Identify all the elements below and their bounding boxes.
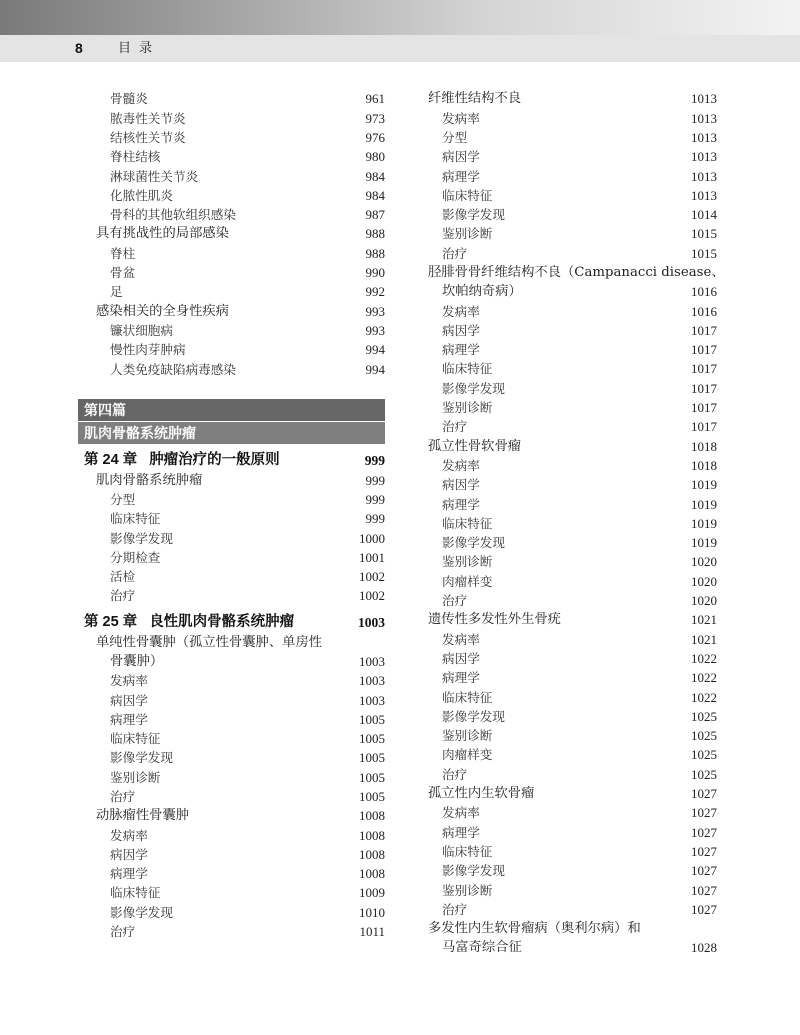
page-number: 1027 (691, 843, 717, 859)
page-number: 1025 (691, 728, 717, 744)
page-number: 1027 (691, 824, 717, 840)
page-number: 1015 (691, 226, 717, 242)
toc-item (416, 649, 717, 668)
page-number: 1019 (691, 515, 717, 531)
entry-title: 遗传性多发性外生骨疣 (428, 612, 561, 628)
page-number: 990 (365, 265, 385, 281)
page-number: 999 (365, 491, 385, 507)
toc-item (416, 398, 717, 417)
entry-title: 分期检查 (110, 549, 161, 565)
toc-section (416, 784, 717, 803)
entry-title: 马富奇综合征 (442, 940, 522, 956)
entry-title: 临床特征 (110, 885, 161, 901)
page-number: 1005 (359, 750, 385, 766)
header-title: 目 录 (118, 41, 155, 56)
page-number: 1021 (691, 612, 717, 628)
page-number: 994 (365, 342, 385, 358)
page-number: 1014 (691, 207, 717, 223)
entry-title: 临床特征 (442, 187, 493, 203)
entry-title: 病理学 (110, 711, 148, 727)
entry-title: 肉瘤样变 (442, 573, 493, 589)
header-page-number: 8 (75, 40, 83, 56)
toc-item (84, 548, 385, 567)
page-number: 999 (364, 453, 385, 469)
toc-item (416, 842, 717, 861)
toc-item (416, 881, 717, 900)
entry-title: 鉴别诊断 (442, 554, 493, 570)
page-number: 1027 (691, 863, 717, 879)
toc-item (84, 826, 385, 845)
entry-title: 影像学发现 (442, 207, 505, 223)
page-number: 1027 (691, 882, 717, 898)
toc-section (416, 437, 717, 456)
entry-title: 化脓性肌炎 (110, 187, 173, 203)
entry-title: 病因学 (110, 692, 148, 708)
toc-section-continued-line (416, 282, 717, 301)
toc-item (84, 529, 385, 548)
entry-title: 影像学发现 (442, 380, 505, 396)
toc-item (84, 768, 385, 787)
entry-title: 病因学 (442, 322, 480, 338)
entry-title: 病理学 (442, 670, 480, 686)
page-number: 1003 (359, 653, 385, 669)
entry-title: 临床特征 (442, 515, 493, 531)
toc-item (416, 514, 717, 533)
entry-title: 临床特征 (110, 731, 161, 747)
entry-title: 影像学发现 (442, 535, 505, 551)
toc-item (84, 321, 385, 340)
toc-item (416, 707, 717, 726)
entry-title: 发病率 (442, 805, 480, 821)
toc-item (416, 572, 717, 591)
page-number: 1005 (359, 731, 385, 747)
page-number: 1005 (359, 711, 385, 727)
chapter-label: 第 24 章 (84, 452, 138, 469)
page-number: 1018 (691, 438, 717, 454)
toc-item (84, 205, 385, 224)
page-number: 961 (365, 91, 385, 107)
page-number: 1013 (691, 149, 717, 165)
toc-item (416, 552, 717, 571)
entry-title: 治疗 (110, 588, 136, 604)
toc-section (84, 302, 385, 321)
toc-section (416, 89, 717, 108)
entry-title: 鉴别诊断 (442, 728, 493, 744)
entry-title: 胫腓骨骨纤维结构不良（Campanacci disease、 (428, 265, 725, 280)
toc-item (84, 509, 385, 528)
entry-title: 病因学 (442, 477, 480, 493)
toc-item (84, 691, 385, 710)
toc-item (416, 745, 717, 764)
toc-section (84, 806, 385, 825)
page-number: 1010 (359, 904, 385, 920)
entry-title: 感染相关的全身性疾病 (96, 303, 229, 319)
part-title: 肌肉骨骼系统肿瘤 (84, 425, 196, 441)
toc-item (84, 263, 385, 282)
entry-title: 脊柱 (110, 245, 136, 261)
toc-item (84, 109, 385, 128)
entry-title: 鉴别诊断 (442, 226, 493, 242)
toc-item (416, 591, 717, 610)
toc-item (416, 321, 717, 340)
page-number: 1028 (691, 940, 717, 956)
entry-title: 骨盆 (110, 265, 136, 281)
toc-item (84, 567, 385, 586)
left-column-chapters (84, 451, 385, 941)
page-number: 1009 (359, 885, 385, 901)
entry-title: 具有挑战性的局部感染 (96, 226, 229, 242)
page-number: 1020 (691, 573, 717, 589)
entry-title: 鉴别诊断 (442, 882, 493, 898)
toc-item (416, 302, 717, 321)
toc-item (416, 475, 717, 494)
page-number: 1008 (359, 866, 385, 882)
entry-title: 孤立性内生软骨瘤 (428, 786, 535, 802)
page-number: 1016 (691, 303, 717, 319)
page-number: 1003 (358, 615, 385, 631)
page-number: 1016 (691, 284, 717, 300)
toc-item (84, 340, 385, 359)
page-number: 1020 (691, 554, 717, 570)
toc-item (84, 710, 385, 729)
page-number: 1001 (359, 549, 385, 565)
page-number: 1000 (359, 530, 385, 546)
page-number: 1018 (691, 457, 717, 473)
toc-section-continued-line (84, 652, 385, 671)
part-label: 第四篇 (84, 402, 126, 418)
toc-item (84, 244, 385, 263)
page-number: 1005 (359, 769, 385, 785)
toc-item (416, 147, 717, 166)
entry-title: 病理学 (442, 168, 480, 184)
page-number: 984 (365, 187, 385, 203)
toc-item (416, 417, 717, 436)
toc-section (416, 610, 717, 629)
entry-title: 镰状细胞病 (110, 322, 173, 338)
entry-title: 发病率 (442, 457, 480, 473)
page-number: 1019 (691, 535, 717, 551)
entry-title: 纤维性结构不良 (428, 91, 522, 107)
entry-title: 肉瘤样变 (442, 747, 493, 763)
entry-title: 发病率 (442, 303, 480, 319)
toc-chapter (84, 451, 385, 470)
entry-title: 骨科的其他软组织感染 (110, 207, 236, 223)
toc-item (84, 360, 385, 379)
page-number: 1022 (691, 689, 717, 705)
toc-section (84, 633, 385, 652)
page-number: 1027 (691, 901, 717, 917)
page-number: 1002 (359, 588, 385, 604)
toc-section (84, 224, 385, 243)
toc-item (84, 586, 385, 605)
part-banner-label (78, 399, 385, 421)
toc-item (416, 340, 717, 359)
part-banner-title (78, 422, 385, 444)
toc-item (84, 671, 385, 690)
page-number: 994 (365, 361, 385, 377)
page-number: 988 (365, 226, 385, 242)
toc-item (84, 748, 385, 767)
toc-item (84, 490, 385, 509)
toc-section (416, 919, 717, 938)
page-number: 1017 (691, 361, 717, 377)
toc-item (416, 224, 717, 243)
toc-chapter (84, 613, 385, 632)
entry-title: 治疗 (442, 901, 468, 917)
toc-item (416, 359, 717, 378)
entry-title: 结核性关节炎 (110, 129, 186, 145)
toc-item (84, 128, 385, 147)
entry-title: 发病率 (442, 631, 480, 647)
entry-title: 发病率 (110, 673, 148, 689)
toc-item (416, 688, 717, 707)
page-number: 1013 (691, 168, 717, 184)
page-number: 1017 (691, 400, 717, 416)
toc-item (416, 630, 717, 649)
entry-title: 人类免疫缺陷病毒感染 (110, 361, 236, 377)
toc-item (84, 903, 385, 922)
page-number: 1013 (691, 91, 717, 107)
toc-item (84, 845, 385, 864)
toc-item (84, 883, 385, 902)
entry-title: 影像学发现 (110, 750, 173, 766)
page-number: 988 (365, 245, 385, 261)
toc-item (84, 89, 385, 108)
toc-item (416, 533, 717, 552)
page-number: 1022 (691, 670, 717, 686)
entry-title: 临床特征 (110, 511, 161, 527)
toc-item (84, 167, 385, 186)
entry-title: 发病率 (442, 110, 480, 126)
page-number: 1013 (691, 110, 717, 126)
header-gradient-bar (0, 0, 800, 35)
page-number: 1015 (691, 245, 717, 261)
toc-item (416, 900, 717, 919)
entry-title: 骨髓炎 (110, 91, 148, 107)
toc-item (416, 205, 717, 224)
entry-title: 分型 (442, 129, 468, 145)
page-number: 1021 (691, 631, 717, 647)
entry-title: 慢性肉芽肿病 (110, 342, 186, 358)
entry-title: 孤立性骨软骨瘤 (428, 438, 522, 454)
page-number: 1013 (691, 187, 717, 203)
page-number: 1027 (691, 786, 717, 802)
page-number: 1002 (359, 569, 385, 585)
toc-item (416, 186, 717, 205)
entry-title: 影像学发现 (442, 708, 505, 724)
entry-title: 治疗 (442, 593, 468, 609)
chapter-title: 肿瘤治疗的一般原则 (149, 452, 280, 469)
entry-title: 影像学发现 (442, 863, 505, 879)
entry-title: 动脉瘤性骨囊肿 (96, 808, 190, 824)
entry-title: 治疗 (442, 419, 468, 435)
entry-title: 分型 (110, 491, 136, 507)
entry-title: 病因学 (442, 650, 480, 666)
toc-item (416, 109, 717, 128)
page-number: 1013 (691, 129, 717, 145)
page-header (0, 35, 800, 62)
page-number: 1019 (691, 496, 717, 512)
toc-item (416, 765, 717, 784)
toc-item (84, 787, 385, 806)
page-number: 999 (365, 511, 385, 527)
page-number: 1011 (359, 924, 385, 940)
chapter-label: 第 25 章 (84, 614, 138, 631)
page-number: 973 (365, 110, 385, 126)
page-number: 1005 (359, 788, 385, 804)
toc-item (416, 668, 717, 687)
page-number: 992 (365, 284, 385, 300)
entry-title: 病理学 (442, 496, 480, 512)
entry-title: 单纯性骨囊肿（孤立性骨囊肿、单房性 (96, 634, 323, 650)
page-number: 1017 (691, 322, 717, 338)
toc-item (416, 726, 717, 745)
page-number: 1022 (691, 650, 717, 666)
toc-section-continued-line (416, 938, 717, 957)
toc-item (416, 861, 717, 880)
page-number: 1017 (691, 419, 717, 435)
page-number: 1027 (691, 805, 717, 821)
toc-item (416, 495, 717, 514)
toc-item (84, 282, 385, 301)
entry-title: 脊柱结核 (110, 149, 161, 165)
entry-title: 影像学发现 (110, 530, 173, 546)
left-column-top (84, 89, 385, 378)
page-number: 1003 (359, 673, 385, 689)
entry-title: 病理学 (442, 824, 480, 840)
toc-item (416, 803, 717, 822)
page-number: 993 (365, 322, 385, 338)
entry-title: 治疗 (442, 766, 468, 782)
entry-title: 鉴别诊断 (442, 400, 493, 416)
toc-section (416, 263, 725, 282)
toc-item (416, 456, 717, 475)
page-number: 980 (365, 149, 385, 165)
entry-title: 病理学 (442, 342, 480, 358)
page-number: 1025 (691, 708, 717, 724)
toc-item (84, 186, 385, 205)
entry-title: 临床特征 (442, 843, 493, 859)
entry-title: 治疗 (110, 788, 136, 804)
page-number: 993 (365, 303, 385, 319)
toc-item (84, 864, 385, 883)
entry-title: 多发性内生软骨瘤病（奥利尔病）和 (428, 921, 641, 937)
entry-title: 病因学 (110, 846, 148, 862)
entry-title: 治疗 (442, 245, 468, 261)
chapter-title: 良性肌肉骨骼系统肿瘤 (149, 614, 295, 631)
entry-title: 脓毒性关节炎 (110, 110, 186, 126)
entry-title: 鉴别诊断 (110, 769, 161, 785)
entry-title: 足 (110, 284, 123, 300)
page-number: 1008 (359, 808, 385, 824)
toc-item (84, 729, 385, 748)
right-column (416, 89, 725, 957)
page-number: 1017 (691, 380, 717, 396)
page-number: 976 (365, 129, 385, 145)
toc-section (84, 471, 385, 490)
toc-item (416, 128, 717, 147)
page-number: 984 (365, 168, 385, 184)
toc-item (416, 823, 717, 842)
entry-title: 发病率 (110, 827, 148, 843)
entry-title: 活检 (110, 569, 136, 585)
toc-item (416, 379, 717, 398)
page-number: 1019 (691, 477, 717, 493)
entry-title: 淋球菌性关节炎 (110, 168, 199, 184)
page-number: 1008 (359, 846, 385, 862)
entry-title: 坎帕纳奇病） (442, 284, 522, 300)
page-number: 1017 (691, 342, 717, 358)
toc-item (416, 167, 717, 186)
page-number: 1025 (691, 766, 717, 782)
page-number: 1008 (359, 827, 385, 843)
toc-item (416, 244, 717, 263)
entry-title: 影像学发现 (110, 904, 173, 920)
entry-title: 骨囊肿） (110, 653, 164, 669)
entry-title: 病因学 (442, 149, 480, 165)
page-number: 1020 (691, 593, 717, 609)
toc-item (84, 922, 385, 941)
page-number: 1003 (359, 692, 385, 708)
page-number: 1025 (691, 747, 717, 763)
entry-title: 临床特征 (442, 361, 493, 377)
entry-title: 肌肉骨骼系统肿瘤 (96, 472, 203, 488)
page-number: 987 (365, 207, 385, 223)
entry-title: 治疗 (110, 924, 136, 940)
entry-title: 临床特征 (442, 689, 493, 705)
toc-item (84, 147, 385, 166)
entry-title: 病理学 (110, 866, 148, 882)
page-number: 999 (365, 472, 385, 488)
